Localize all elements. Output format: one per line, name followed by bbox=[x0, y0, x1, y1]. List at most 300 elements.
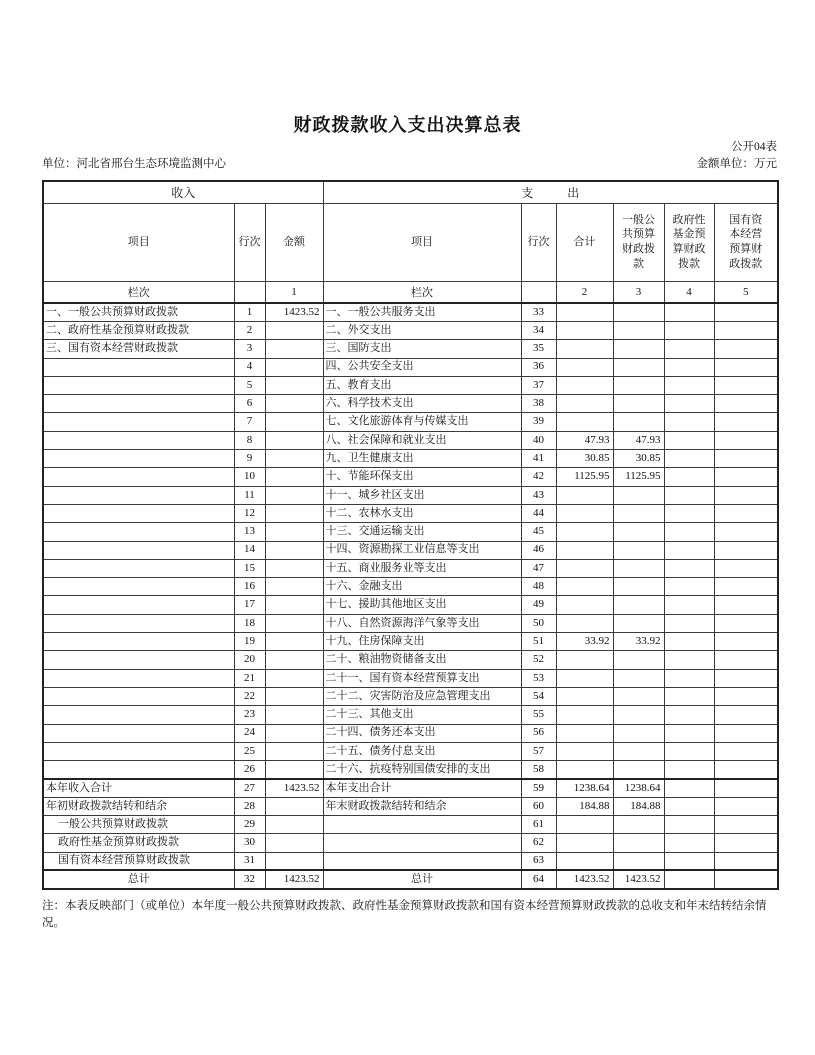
income-line-cell: 12 bbox=[234, 504, 265, 522]
income-amount-cell bbox=[265, 523, 323, 541]
expense-line-cell: 38 bbox=[521, 395, 556, 413]
income-item-cell: 一、一般公共预算财政拨款 bbox=[43, 303, 234, 321]
table-row bbox=[43, 541, 778, 559]
income-amount-cell: 1423.52 bbox=[265, 779, 323, 797]
unit-label: 单位：河北省邢台生态环境监测中心 bbox=[42, 158, 226, 171]
expense-line-cell: 41 bbox=[521, 450, 556, 468]
income-item-cell: 总计 bbox=[43, 870, 234, 888]
expense-gov-fund-cell bbox=[664, 523, 714, 541]
income-item-cell bbox=[43, 614, 234, 632]
expense-total-cell bbox=[556, 321, 613, 339]
income-line-cell: 25 bbox=[234, 742, 265, 760]
expense-general-budget-cell bbox=[613, 303, 664, 321]
income-line-cell: 30 bbox=[234, 834, 265, 852]
expense-gov-fund-cell bbox=[664, 578, 714, 596]
table-row bbox=[43, 669, 778, 687]
section-band-row bbox=[43, 181, 778, 203]
expense-item-cell: 二十、粮油物资储备支出 bbox=[323, 651, 521, 669]
expense-total-cell bbox=[556, 395, 613, 413]
income-item-cell: 年初财政拨款结转和结余 bbox=[43, 797, 234, 815]
state-capital-header: 国有资本经营预算财政拨款 bbox=[714, 203, 778, 281]
expense-item-cell: 十七、援助其他地区支出 bbox=[323, 596, 521, 614]
income-item-cell: 政府性基金预算财政拨款 bbox=[43, 834, 234, 852]
income-line-cell: 9 bbox=[234, 450, 265, 468]
expense-line-cell: 40 bbox=[521, 431, 556, 449]
expense-line-cell: 44 bbox=[521, 504, 556, 522]
expense-general-budget-cell: 33.92 bbox=[613, 633, 664, 651]
table-row bbox=[43, 486, 778, 504]
expense-state-capital-cell bbox=[714, 303, 778, 321]
income-item-cell bbox=[43, 669, 234, 687]
income-amount-cell bbox=[265, 761, 323, 779]
expense-state-capital-cell bbox=[714, 523, 778, 541]
expense-general-budget-cell: 30.85 bbox=[613, 450, 664, 468]
lanci-label-expense: 栏次 bbox=[323, 281, 521, 303]
expense-item-cell bbox=[323, 816, 521, 834]
expense-state-capital-cell bbox=[714, 816, 778, 834]
income-item-cell bbox=[43, 541, 234, 559]
income-amount-cell bbox=[265, 504, 323, 522]
table-row bbox=[43, 450, 778, 468]
table-row bbox=[43, 376, 778, 394]
expense-total-cell bbox=[556, 578, 613, 596]
column-index-row bbox=[43, 281, 778, 303]
income-item-cell bbox=[43, 431, 234, 449]
expense-item-cell: 十八、自然资源海洋气象等支出 bbox=[323, 614, 521, 632]
expense-general-budget-cell bbox=[613, 486, 664, 504]
expense-total-cell bbox=[556, 486, 613, 504]
expense-gov-fund-cell bbox=[664, 413, 714, 431]
lanci-total-col: 2 bbox=[556, 281, 613, 303]
income-item-header: 项目 bbox=[43, 203, 234, 281]
income-item-cell: 二、政府性基金预算财政拨款 bbox=[43, 321, 234, 339]
expense-line-cell: 34 bbox=[521, 321, 556, 339]
expense-line-header: 行次 bbox=[521, 203, 556, 281]
income-item-cell bbox=[43, 358, 234, 376]
expense-general-budget-cell bbox=[613, 669, 664, 687]
income-item-cell: 本年收入合计 bbox=[43, 779, 234, 797]
income-item-cell bbox=[43, 578, 234, 596]
income-amount-cell bbox=[265, 651, 323, 669]
expense-line-cell: 58 bbox=[521, 761, 556, 779]
income-amount-cell bbox=[265, 358, 323, 376]
expense-item-cell: 二、外交支出 bbox=[323, 321, 521, 339]
table-row bbox=[43, 523, 778, 541]
expense-general-budget-cell bbox=[613, 541, 664, 559]
expense-general-budget-cell: 1125.95 bbox=[613, 468, 664, 486]
income-line-cell: 3 bbox=[234, 340, 265, 358]
expense-state-capital-cell bbox=[714, 431, 778, 449]
expense-general-budget-cell bbox=[613, 596, 664, 614]
expense-general-budget-cell bbox=[613, 742, 664, 760]
income-line-cell: 28 bbox=[234, 797, 265, 815]
table-row bbox=[43, 633, 778, 651]
expense-gov-fund-cell bbox=[664, 669, 714, 687]
income-amount-cell bbox=[265, 596, 323, 614]
expense-item-cell: 总计 bbox=[323, 870, 521, 888]
expense-total-cell bbox=[556, 340, 613, 358]
income-line-cell: 31 bbox=[234, 852, 265, 870]
expense-state-capital-cell bbox=[714, 321, 778, 339]
expense-line-cell: 48 bbox=[521, 578, 556, 596]
table-row bbox=[43, 504, 778, 522]
expense-item-cell: 六、科学技术支出 bbox=[323, 395, 521, 413]
income-item-cell: 一般公共预算财政拨款 bbox=[43, 816, 234, 834]
expense-item-cell: 二十五、债务付息支出 bbox=[323, 742, 521, 760]
income-line-cell: 17 bbox=[234, 596, 265, 614]
expense-state-capital-cell bbox=[714, 706, 778, 724]
expense-total-cell bbox=[556, 413, 613, 431]
expense-line-cell: 54 bbox=[521, 687, 556, 705]
income-amount-cell bbox=[265, 578, 323, 596]
lanci-state-capital-col: 5 bbox=[714, 281, 778, 303]
expense-general-budget-cell: 47.93 bbox=[613, 431, 664, 449]
expense-item-cell: 十、节能环保支出 bbox=[323, 468, 521, 486]
expense-state-capital-cell bbox=[714, 651, 778, 669]
table-row bbox=[43, 816, 778, 834]
expense-general-budget-cell: 184.88 bbox=[613, 797, 664, 815]
expense-line-cell: 61 bbox=[521, 816, 556, 834]
income-line-cell: 1 bbox=[234, 303, 265, 321]
expense-state-capital-cell bbox=[714, 413, 778, 431]
expense-line-cell: 53 bbox=[521, 669, 556, 687]
lanci-label-income: 栏次 bbox=[43, 281, 234, 303]
income-line-header: 行次 bbox=[234, 203, 265, 281]
expense-total-cell bbox=[556, 376, 613, 394]
expense-gov-fund-cell bbox=[664, 321, 714, 339]
income-line-cell: 8 bbox=[234, 431, 265, 449]
income-line-cell: 18 bbox=[234, 614, 265, 632]
income-item-cell bbox=[43, 596, 234, 614]
income-amount-cell bbox=[265, 724, 323, 742]
expense-line-cell: 35 bbox=[521, 340, 556, 358]
expense-general-budget-cell bbox=[613, 816, 664, 834]
expense-state-capital-cell bbox=[714, 779, 778, 797]
expense-section-header: 支出 bbox=[323, 181, 778, 203]
expense-general-budget-cell bbox=[613, 413, 664, 431]
income-amount-cell bbox=[265, 816, 323, 834]
expense-item-cell: 二十二、灾害防治及应急管理支出 bbox=[323, 687, 521, 705]
table-note: 注：本表反映部门（或单位）本年度一般公共预算财政拨款、政府性基金预算财政拨款和国有资本经营预算财政拨款的总收支和年末结转结余情况。 bbox=[42, 899, 767, 929]
income-amount-cell bbox=[265, 468, 323, 486]
expense-gov-fund-cell bbox=[664, 358, 714, 376]
expense-gov-fund-cell bbox=[664, 816, 714, 834]
income-line-cell: 5 bbox=[234, 376, 265, 394]
expense-state-capital-cell bbox=[714, 834, 778, 852]
expense-total-cell: 33.92 bbox=[556, 633, 613, 651]
income-line-cell: 22 bbox=[234, 687, 265, 705]
expense-line-cell: 63 bbox=[521, 852, 556, 870]
income-item-cell bbox=[43, 486, 234, 504]
expense-state-capital-cell bbox=[714, 541, 778, 559]
expense-state-capital-cell bbox=[714, 486, 778, 504]
expense-item-cell: 十一、城乡社区支出 bbox=[323, 486, 521, 504]
expense-item-cell: 十五、商业服务业等支出 bbox=[323, 559, 521, 577]
income-amount-cell bbox=[265, 376, 323, 394]
expense-total-cell bbox=[556, 687, 613, 705]
expense-state-capital-cell bbox=[714, 797, 778, 815]
expense-total-cell: 47.93 bbox=[556, 431, 613, 449]
expense-total-cell bbox=[556, 358, 613, 376]
expense-state-capital-cell bbox=[714, 596, 778, 614]
income-amount-cell bbox=[265, 669, 323, 687]
expense-total-cell bbox=[556, 669, 613, 687]
income-line-cell: 24 bbox=[234, 724, 265, 742]
expense-item-cell: 十九、住房保障支出 bbox=[323, 633, 521, 651]
expense-line-cell: 55 bbox=[521, 706, 556, 724]
lanci-general-col: 3 bbox=[613, 281, 664, 303]
expense-gov-fund-cell bbox=[664, 687, 714, 705]
table-row bbox=[43, 358, 778, 376]
expense-total-cell bbox=[556, 614, 613, 632]
expense-gov-fund-cell bbox=[664, 596, 714, 614]
expense-total-cell bbox=[556, 523, 613, 541]
table-row bbox=[43, 724, 778, 742]
expense-general-budget-cell bbox=[613, 687, 664, 705]
expense-item-cell: 本年支出合计 bbox=[323, 779, 521, 797]
income-item-cell bbox=[43, 761, 234, 779]
expense-gov-fund-cell bbox=[664, 852, 714, 870]
expense-general-budget-cell bbox=[613, 321, 664, 339]
expense-gov-fund-cell bbox=[664, 340, 714, 358]
table-row bbox=[43, 413, 778, 431]
expense-line-cell: 46 bbox=[521, 541, 556, 559]
income-item-cell bbox=[43, 633, 234, 651]
amount-unit-label: 金额单位：万元 bbox=[696, 158, 777, 171]
expense-state-capital-cell bbox=[714, 761, 778, 779]
expense-item-cell: 二十一、国有资本经营预算支出 bbox=[323, 669, 521, 687]
expense-total-cell bbox=[556, 504, 613, 522]
income-amount-cell bbox=[265, 559, 323, 577]
expense-state-capital-cell bbox=[714, 669, 778, 687]
expense-line-cell: 52 bbox=[521, 651, 556, 669]
doc-number-label: 公开04表 bbox=[731, 140, 777, 153]
expense-total-cell bbox=[556, 596, 613, 614]
expense-total-cell bbox=[556, 303, 613, 321]
expense-gov-fund-cell bbox=[664, 431, 714, 449]
expense-general-budget-cell bbox=[613, 340, 664, 358]
expense-total-cell bbox=[556, 816, 613, 834]
expense-total-cell: 184.88 bbox=[556, 797, 613, 815]
expense-line-cell: 47 bbox=[521, 559, 556, 577]
income-item-cell bbox=[43, 706, 234, 724]
expense-item-cell: 八、社会保障和就业支出 bbox=[323, 431, 521, 449]
income-line-cell: 4 bbox=[234, 358, 265, 376]
expense-total-cell bbox=[556, 651, 613, 669]
table-row bbox=[43, 687, 778, 705]
expense-item-cell: 年末财政拨款结转和结余 bbox=[323, 797, 521, 815]
expense-line-cell: 62 bbox=[521, 834, 556, 852]
expense-item-cell: 二十六、抗疫特别国债安排的支出 bbox=[323, 761, 521, 779]
expense-item-cell bbox=[323, 852, 521, 870]
income-line-cell: 26 bbox=[234, 761, 265, 779]
expense-general-budget-cell bbox=[613, 834, 664, 852]
expense-gov-fund-cell bbox=[664, 834, 714, 852]
table-row bbox=[43, 852, 778, 870]
expense-state-capital-cell bbox=[714, 559, 778, 577]
income-line-cell: 16 bbox=[234, 578, 265, 596]
expense-line-cell: 49 bbox=[521, 596, 556, 614]
expense-total-cell bbox=[556, 706, 613, 724]
income-amount-cell bbox=[265, 413, 323, 431]
gov-fund-header: 政府性基金预算财政拨款 bbox=[664, 203, 714, 281]
expense-item-cell: 七、文化旅游体育与传媒支出 bbox=[323, 413, 521, 431]
table-row bbox=[43, 596, 778, 614]
expense-total-cell: 1125.95 bbox=[556, 468, 613, 486]
expense-line-cell: 51 bbox=[521, 633, 556, 651]
expense-general-budget-cell bbox=[613, 376, 664, 394]
expense-item-header: 项目 bbox=[323, 203, 521, 281]
income-line-cell: 14 bbox=[234, 541, 265, 559]
expense-line-cell: 50 bbox=[521, 614, 556, 632]
expense-gov-fund-cell bbox=[664, 742, 714, 760]
income-item-cell bbox=[43, 651, 234, 669]
expense-line-cell: 39 bbox=[521, 413, 556, 431]
income-line-cell: 7 bbox=[234, 413, 265, 431]
income-amount-cell bbox=[265, 614, 323, 632]
expense-gov-fund-cell bbox=[664, 761, 714, 779]
expense-gov-fund-cell bbox=[664, 376, 714, 394]
expense-line-cell: 64 bbox=[521, 870, 556, 888]
expense-state-capital-cell bbox=[714, 395, 778, 413]
expense-general-budget-cell bbox=[613, 358, 664, 376]
table-row bbox=[43, 761, 778, 779]
income-line-cell: 19 bbox=[234, 633, 265, 651]
income-amount-cell bbox=[265, 633, 323, 651]
expense-item-cell: 十二、农林水支出 bbox=[323, 504, 521, 522]
income-item-cell bbox=[43, 450, 234, 468]
income-amount-cell bbox=[265, 450, 323, 468]
expense-general-budget-cell bbox=[613, 523, 664, 541]
expense-gov-fund-cell bbox=[664, 651, 714, 669]
expense-total-cell bbox=[556, 852, 613, 870]
expense-total-header: 合计 bbox=[556, 203, 613, 281]
expense-gov-fund-cell bbox=[664, 559, 714, 577]
income-amount-header: 金额 bbox=[265, 203, 323, 281]
expense-state-capital-cell bbox=[714, 633, 778, 651]
income-line-cell: 29 bbox=[234, 816, 265, 834]
income-item-cell bbox=[43, 559, 234, 577]
income-amount-cell: 1423.52 bbox=[265, 303, 323, 321]
expense-item-cell: 二十三、其他支出 bbox=[323, 706, 521, 724]
expense-general-budget-cell: 1238.64 bbox=[613, 779, 664, 797]
lanci-income-line bbox=[234, 281, 265, 303]
income-item-cell: 国有资本经营预算财政拨款 bbox=[43, 852, 234, 870]
expense-gov-fund-cell bbox=[664, 541, 714, 559]
expense-general-budget-cell bbox=[613, 706, 664, 724]
expense-state-capital-cell bbox=[714, 358, 778, 376]
expense-item-cell: 十四、资源勘探工业信息等支出 bbox=[323, 541, 521, 559]
expense-state-capital-cell bbox=[714, 852, 778, 870]
expense-general-budget-cell bbox=[613, 724, 664, 742]
income-item-cell bbox=[43, 395, 234, 413]
expense-total-cell bbox=[556, 742, 613, 760]
income-amount-cell bbox=[265, 395, 323, 413]
table-row bbox=[43, 303, 778, 321]
income-amount-cell bbox=[265, 852, 323, 870]
expense-state-capital-cell bbox=[714, 687, 778, 705]
expense-item-cell: 二十四、债务还本支出 bbox=[323, 724, 521, 742]
expense-item-cell: 九、卫生健康支出 bbox=[323, 450, 521, 468]
income-amount-cell bbox=[265, 431, 323, 449]
income-line-cell: 32 bbox=[234, 870, 265, 888]
table-row bbox=[43, 614, 778, 632]
expense-item-cell: 五、教育支出 bbox=[323, 376, 521, 394]
expense-state-capital-cell bbox=[714, 450, 778, 468]
table-row bbox=[43, 431, 778, 449]
income-line-cell: 23 bbox=[234, 706, 265, 724]
income-amount-cell bbox=[265, 834, 323, 852]
expense-gov-fund-cell bbox=[664, 614, 714, 632]
expense-general-budget-cell bbox=[613, 614, 664, 632]
expense-total-cell bbox=[556, 559, 613, 577]
income-amount-cell bbox=[265, 797, 323, 815]
column-header-row bbox=[43, 203, 778, 281]
income-item-cell bbox=[43, 468, 234, 486]
expense-line-cell: 33 bbox=[521, 303, 556, 321]
expense-general-budget-cell bbox=[613, 395, 664, 413]
expense-total-cell bbox=[556, 761, 613, 779]
expense-total-cell: 1423.52 bbox=[556, 870, 613, 888]
expense-line-cell: 59 bbox=[521, 779, 556, 797]
expense-general-budget-cell bbox=[613, 578, 664, 596]
expense-general-budget-cell bbox=[613, 852, 664, 870]
income-item-cell bbox=[43, 687, 234, 705]
general-budget-header: 一般公共预算财政拨款 bbox=[613, 203, 664, 281]
income-line-cell: 11 bbox=[234, 486, 265, 504]
income-line-cell: 10 bbox=[234, 468, 265, 486]
expense-gov-fund-cell bbox=[664, 724, 714, 742]
income-item-cell: 三、国有资本经营财政拨款 bbox=[43, 340, 234, 358]
expense-general-budget-cell bbox=[613, 559, 664, 577]
expense-line-cell: 37 bbox=[521, 376, 556, 394]
table-row bbox=[43, 834, 778, 852]
lanci-expense-line bbox=[521, 281, 556, 303]
expense-line-cell: 56 bbox=[521, 724, 556, 742]
income-line-cell: 13 bbox=[234, 523, 265, 541]
expense-gov-fund-cell bbox=[664, 395, 714, 413]
expense-state-capital-cell bbox=[714, 376, 778, 394]
income-amount-cell bbox=[265, 340, 323, 358]
income-line-cell: 27 bbox=[234, 779, 265, 797]
income-item-cell bbox=[43, 413, 234, 431]
table-row bbox=[43, 779, 778, 797]
table-row bbox=[43, 340, 778, 358]
income-item-cell bbox=[43, 742, 234, 760]
expense-item-cell: 三、国防支出 bbox=[323, 340, 521, 358]
income-item-cell bbox=[43, 504, 234, 522]
income-line-cell: 2 bbox=[234, 321, 265, 339]
expense-total-cell: 1238.64 bbox=[556, 779, 613, 797]
expense-gov-fund-cell bbox=[664, 779, 714, 797]
income-line-cell: 20 bbox=[234, 651, 265, 669]
expense-state-capital-cell bbox=[714, 614, 778, 632]
lanci-amount-col: 1 bbox=[265, 281, 323, 303]
expense-line-cell: 57 bbox=[521, 742, 556, 760]
expense-gov-fund-cell bbox=[664, 450, 714, 468]
expense-general-budget-cell bbox=[613, 504, 664, 522]
table-row bbox=[43, 870, 778, 888]
table-row bbox=[43, 742, 778, 760]
expense-gov-fund-cell bbox=[664, 468, 714, 486]
expense-gov-fund-cell bbox=[664, 303, 714, 321]
expense-total-cell bbox=[556, 724, 613, 742]
expense-state-capital-cell bbox=[714, 468, 778, 486]
expense-line-cell: 43 bbox=[521, 486, 556, 504]
meta-row bbox=[42, 158, 777, 172]
income-amount-cell bbox=[265, 742, 323, 760]
expense-state-capital-cell bbox=[714, 504, 778, 522]
